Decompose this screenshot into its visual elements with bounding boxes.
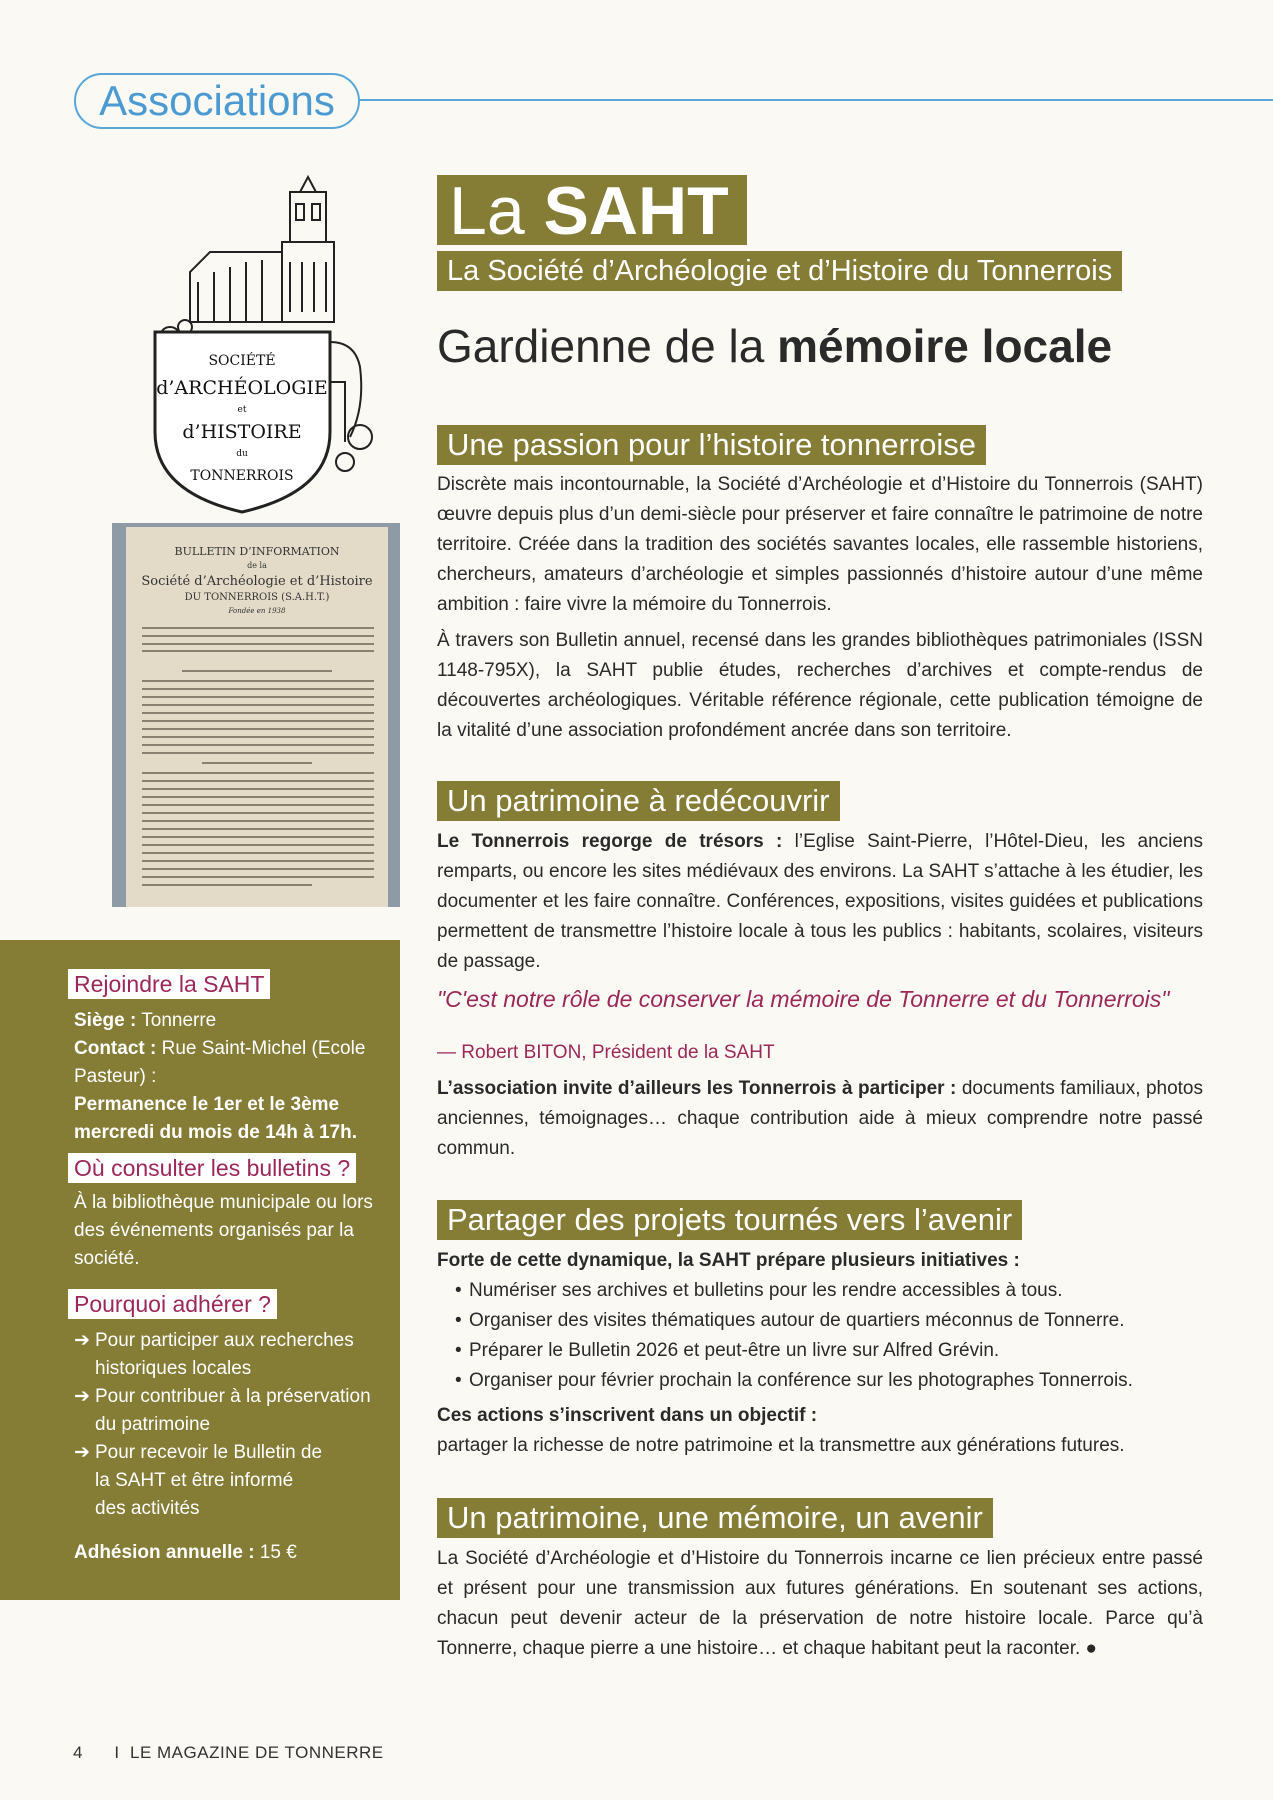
projects-objective-label: Ces actions s’inscrivent dans un objectif : (437, 1405, 818, 1426)
projects-list (455, 1276, 1215, 1396)
arrow-icon: ➔ (74, 1442, 90, 1463)
paragraph-text: l’Eglise Saint-Pierre, l’Hôtel-Dieu, les anciens remparts, ou encore les sites médiévaux des environs. La SAHT s’attache à les étudier, les documenter et les faire connaître. Conférences, expositions, visites guidées et publications permettent de transmettre l’histoire locale à tous les publics : habitants, scolaires, visiteurs de passage. (437, 831, 1203, 972)
siege-label: Siège : (74, 1010, 137, 1031)
list-item (74, 1327, 394, 1383)
sidebar-heading-why: Pourquoi adhérer ? (68, 1289, 277, 1319)
page-number: 4 (73, 1743, 83, 1762)
list-item: • Numériser ses archives et bulletins pour les rendre accessibles à tous. (455, 1280, 1063, 1301)
sidebar-panel (0, 940, 400, 1600)
logo-line-6: TONNERROIS (190, 468, 294, 484)
list-item (74, 1383, 394, 1439)
section-passion-paragraph-2: À travers son Bulletin annuel, recensé dans les grandes bibliothèques patrimoniales (ISSN 1148-795X), la SAHT publie études, recherches d’archives et compte-rendus de découvertes archéologiques. Véritable référence régionale, cette publication témoigne de la vitalité d’une association profondément ancrée dans son territoire. (437, 630, 1203, 741)
bulletin-line-2: de la (247, 561, 267, 570)
bulletin-line-3: Société d’Archéologie et d’Histoire (141, 574, 373, 589)
president-quote: "C'est notre rôle de conserver la mémoire de Tonnerre et du Tonnerrois" (437, 986, 1170, 1012)
paragraph-lead: L’association invite d’ailleurs les Tonnerrois à participer : (437, 1078, 957, 1099)
bulletin-line-1: BULLETIN D’INFORMATION (174, 545, 340, 558)
section-patrimoine-paragraph-2 (437, 1074, 1203, 1164)
list-item-text: Pour contribuer à la préservation du patrimoine (95, 1386, 371, 1435)
bulletin-line-5: Fondée en 1938 (228, 607, 286, 615)
section-heading-passion: Une passion pour l’histoire tonnerroise (437, 425, 986, 465)
sidebar-contact (74, 1035, 394, 1091)
projects-intro: Forte de cette dynamique, la SAHT prépare plusieurs initiatives : (437, 1250, 1020, 1271)
sidebar-consult-text: À la bibliothèque municipale ou lors des événements organisés par la société. (74, 1192, 373, 1269)
sidebar-heading-join: Rejoindre la SAHT (68, 969, 270, 999)
list-item-text: Organiser pour février prochain la conférence sur les photographes Tonnerrois. (469, 1370, 1133, 1391)
title-name: SAHT (543, 173, 729, 249)
page-subtitle: La Société d’Archéologie et d’Histoire du Tonnerrois (437, 251, 1122, 291)
list-item-text: Pour participer aux recherches historiques locales (95, 1330, 354, 1379)
list-item-text: Préparer le Bulletin 2026 et peut-être un livre sur Alfred Grévin. (469, 1340, 1000, 1361)
section-passion-paragraph-1: Discrète mais incontournable, la Société d’Archéologie et d’Histoire du Tonnerrois (SAHT) œuvre depuis plus d’un demi-siècle pour préserver et faire connaître le patrimoine de notre territoire. Créée dans la tradition des sociétés savantes locales, elle rassemble historiens, chercheurs, amateurs d’archéologie et simples passionnés d’histoire autour d’une même ambition : faire vivre la mémoire du Tonnerrois. (437, 474, 1203, 615)
arrow-icon: ➔ (74, 1386, 90, 1407)
list-item-text: Organiser des visites thématiques autour de quartiers méconnus de Tonnerre. (469, 1310, 1125, 1331)
sidebar-heading-consult: Où consulter les bulletins ? (68, 1153, 356, 1183)
logo-line-3: et (237, 405, 247, 415)
fee-value: 15 € (254, 1542, 297, 1563)
contact-label: Contact : (74, 1038, 157, 1059)
section-label: Associations (74, 73, 360, 129)
bulletin-photo (112, 523, 400, 907)
arrow-icon: ➔ (74, 1330, 90, 1351)
sidebar-siege (74, 1007, 394, 1035)
section-heading-avenir: Un patrimoine, une mémoire, un avenir (437, 1498, 993, 1538)
tagline (437, 318, 1112, 374)
contact-value: Rue Saint-Michel (Ecole Pasteur) : (74, 1038, 366, 1087)
fee-label: Adhésion annuelle : (74, 1542, 255, 1563)
list-item: • Organiser pour février prochain la conférence sur les photographes Tonnerrois. (455, 1370, 1133, 1391)
logo-line-4: d’HISTOIRE (182, 421, 302, 443)
header-rule (360, 99, 1273, 101)
tagline-bold: mémoire locale (777, 320, 1113, 372)
paragraph-text: La Société d’Archéologie et d’Histoire du Tonnerrois incarne ce lien précieux entre passé et présent pour une transmission aux futures générations. En soutenant ses actions, chacun peut devenir acteur de la préservation de notre histoire locale. Parce qu’à Tonnerre, chaque pierre a une histoire… et chaque habitant peut la raconter. (437, 1548, 1203, 1659)
list-item (74, 1439, 394, 1523)
section-heading-patrimoine: Un patrimoine à redécouvrir (437, 781, 840, 821)
magazine-name: LE MAGAZINE DE TONNERRE (130, 1743, 384, 1762)
siege-value: Tonnerre (136, 1010, 217, 1031)
page-title (437, 173, 747, 249)
sidebar-fee (74, 1539, 394, 1567)
logo-line-1: SOCIÉTÉ (208, 353, 276, 369)
list-item-text: Numériser ses archives et bulletins pour les rendre accessibles à tous. (469, 1280, 1063, 1301)
logo-line-5: du (236, 449, 248, 459)
page-footer (73, 1743, 384, 1763)
bulletin-line-4: DU TONNERROIS (S.A.H.T.) (184, 592, 330, 603)
section-patrimoine-paragraph-1 (437, 827, 1203, 977)
logo-line-2: d’ARCHÉOLOGIE (156, 377, 328, 399)
saht-logo (150, 172, 395, 517)
end-mark: ● (1085, 1638, 1098, 1659)
list-item: • Organiser des visites thématiques autour de quartiers méconnus de Tonnerre. (455, 1310, 1125, 1331)
paragraph-text: documents familiaux, photos anciennes, témoignages… chaque contribution aide à mieux comprendre notre passé commun. (437, 1078, 1203, 1159)
paragraph-lead: Le Tonnerrois regorge de trésors : (437, 831, 783, 852)
quote-author: — Robert BITON, Président de la SAHT (437, 1042, 775, 1063)
tagline-light: Gardienne de la (437, 320, 778, 372)
list-item-text: Pour recevoir le Bulletin de la SAHT et être informé des activités (95, 1442, 323, 1519)
sidebar-permanence: Permanence le 1er et le 3ème mercredi du mois de 14h à 17h. (74, 1094, 357, 1143)
section-heading-projets: Partager des projets tournés vers l’avenir (437, 1200, 1022, 1240)
footer-separator: I (114, 1743, 120, 1762)
projects-objective-text: partager la richesse de notre patrimoine et la transmettre aux générations futures. (437, 1435, 1125, 1456)
list-item: • Préparer le Bulletin 2026 et peut-être un livre sur Alfred Grévin. (455, 1340, 1000, 1361)
section-avenir-paragraph (437, 1544, 1203, 1664)
title-prefix: La (449, 173, 544, 249)
